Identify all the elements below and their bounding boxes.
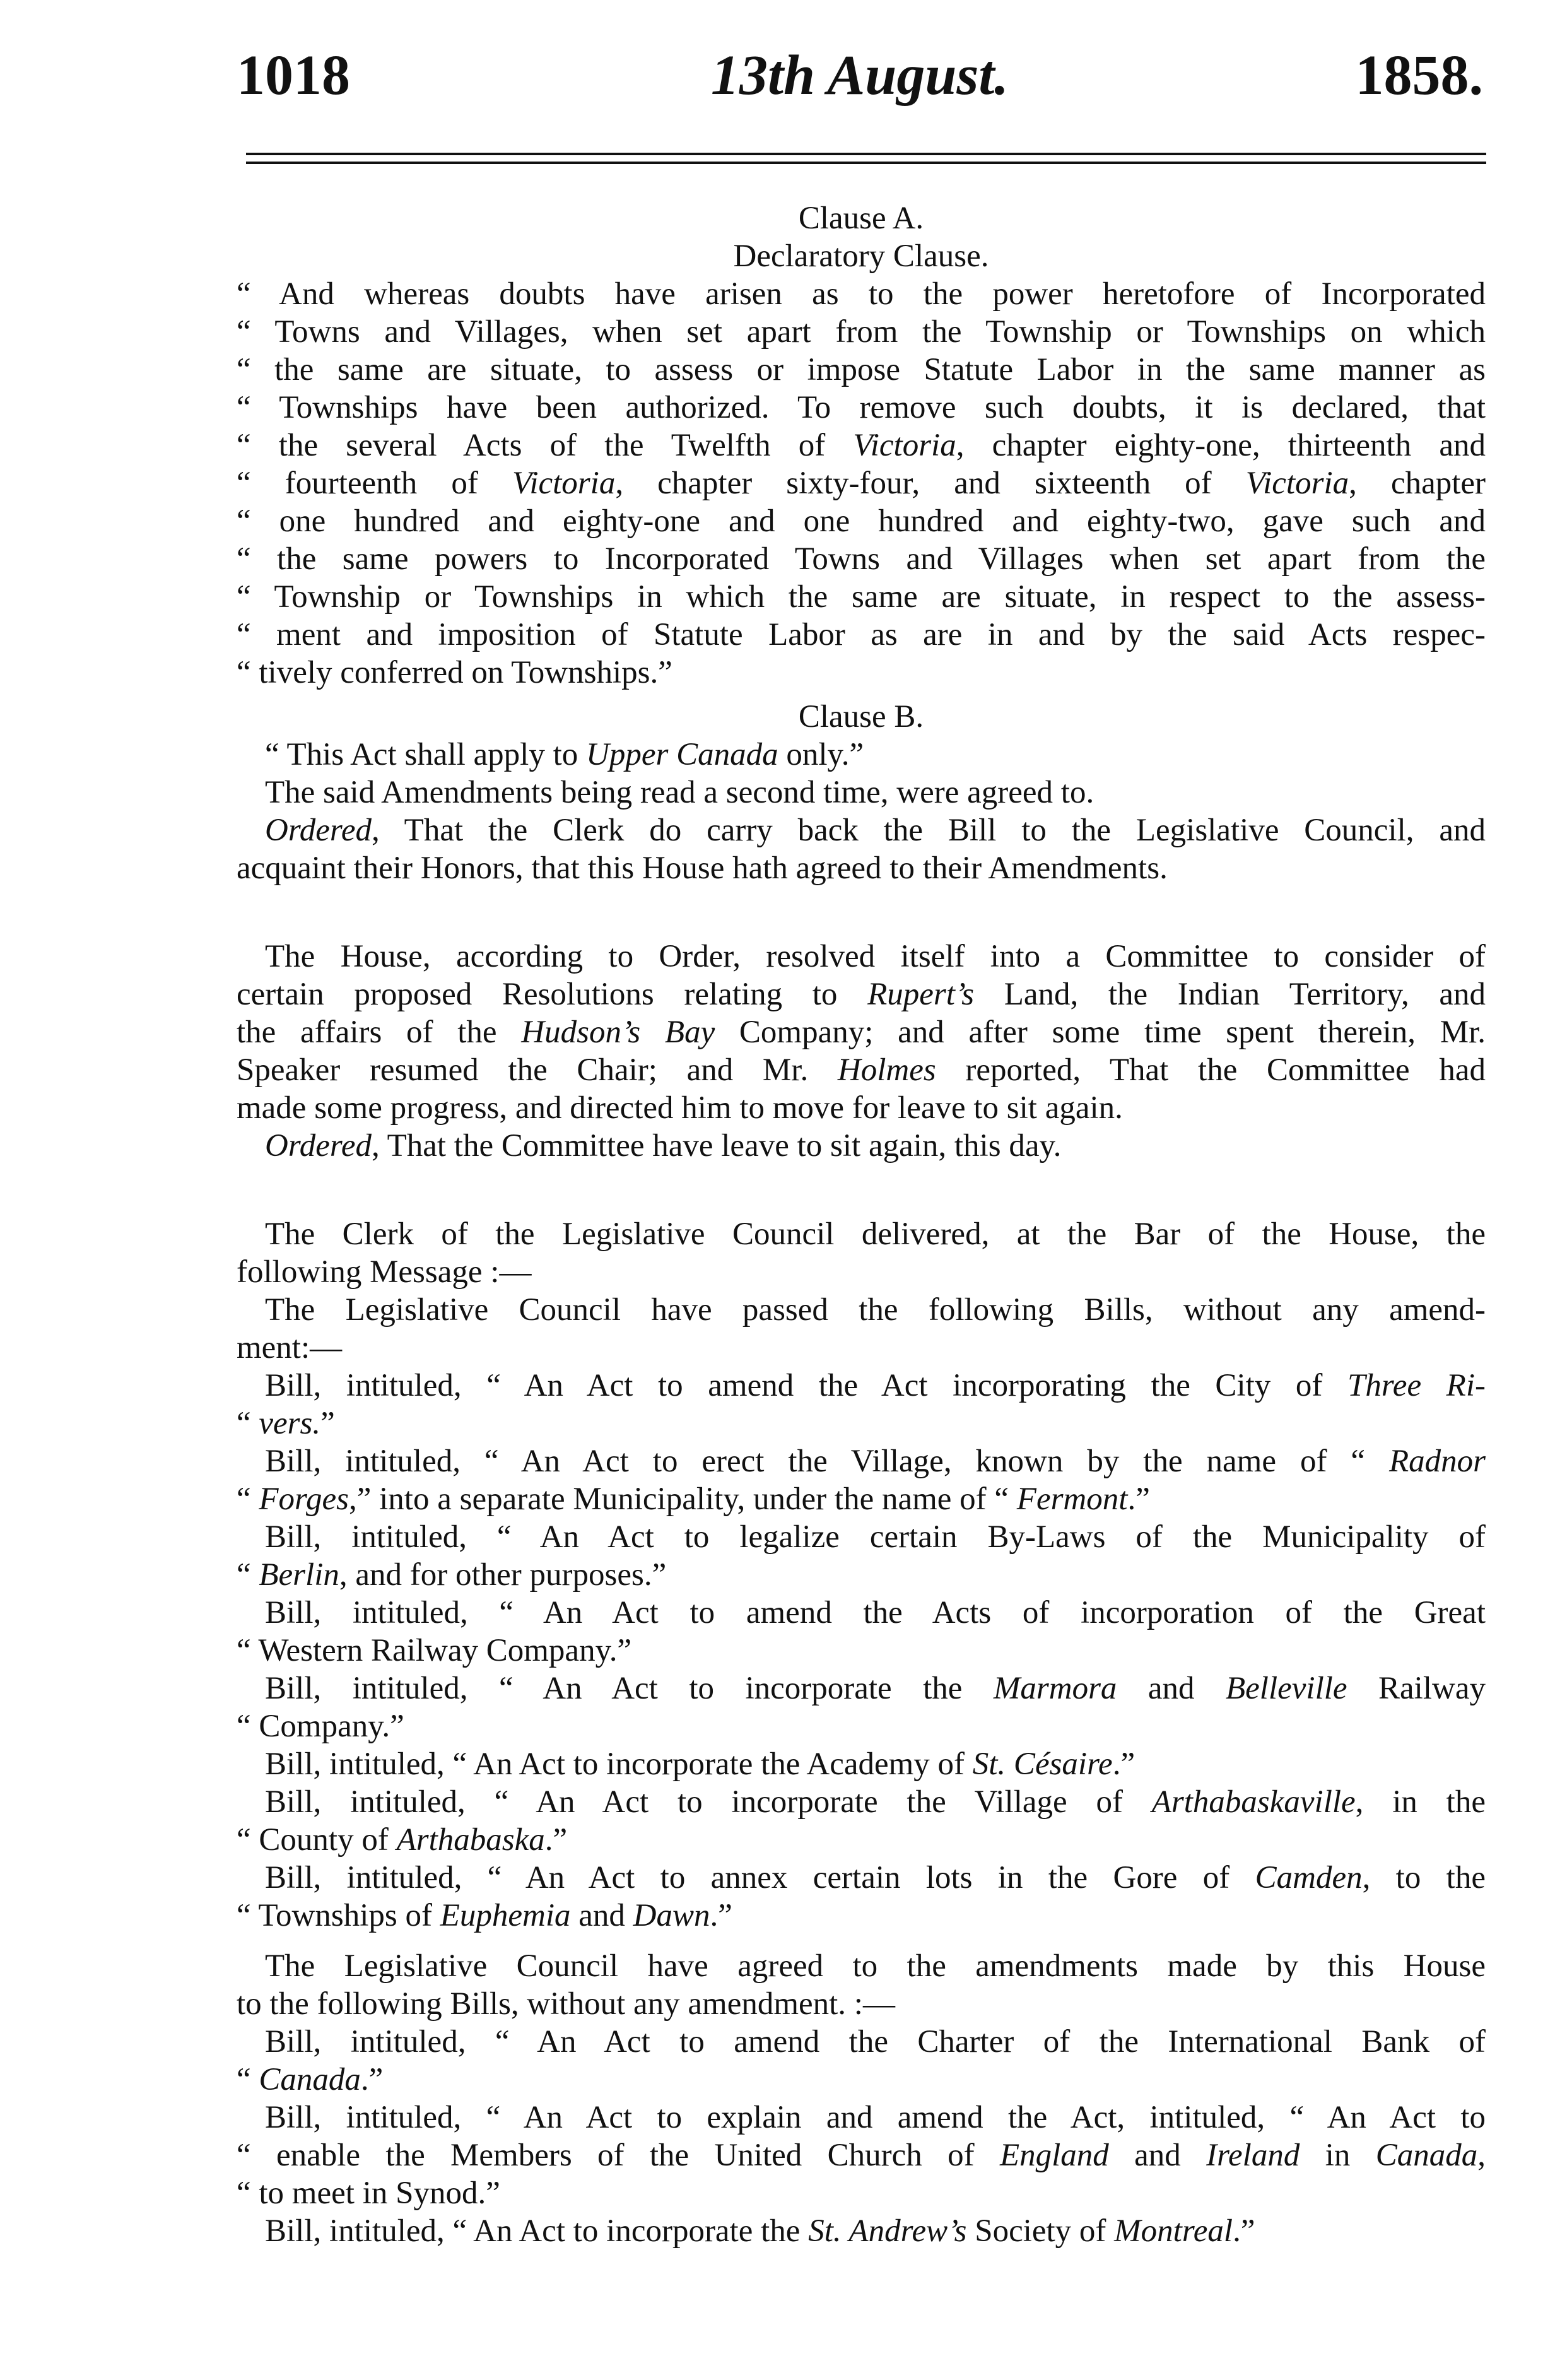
bill-line: Bill, intituled, “ An Act to amend the Charter of the International Bank of [265, 2024, 1486, 2059]
declaratory-line: “ tively conferred on Townships.” [237, 655, 672, 690]
declaratory-line: “ fourteenth of Victoria, chapter sixty-four, and sixteenth of Victoria, chapter [237, 466, 1486, 501]
declaratory-line: “ Townships have been authorized. To remove such doubts, it is declared, that [237, 390, 1486, 425]
bill-line: Bill, intituled, “ An Act to amend the Acts of incorporation of the Great [265, 1595, 1486, 1630]
committee-line: Speaker resumed the Chair; and Mr. Holmes reported, That the Committee had [237, 1052, 1486, 1088]
bill-line: Bill, intituled, “ An Act to amend the Act incorporating the City of Three Ri- [265, 1368, 1486, 1403]
bill-line: Bill, intituled, “ An Act to legalize certain By-Laws of the Municipality of [265, 1519, 1486, 1555]
bill-line: Bill, intituled, “ An Act to annex certain lots in the Gore of Camden, to the [265, 1860, 1486, 1895]
declaratory-line: “ Township or Townships in which the same are situate, in respect to the assess- [237, 579, 1486, 615]
bill-line: “ County of Arthabaska.” [237, 1822, 568, 1858]
bill-line: “ to meet in Synod.” [237, 2176, 500, 2211]
page-date: 13th August. [711, 44, 1009, 107]
committee-line: the affairs of the Hudson’s Bay Company; and after some time spent therein, Mr. [237, 1015, 1486, 1050]
bill-line: Bill, intituled, “ An Act to incorporate the Marmora and Belleville Railway [265, 1671, 1486, 1706]
agreed-line: to the following Bills, without any amendment. :— [237, 1986, 895, 2022]
bill-line: Bill, intituled, “ An Act to explain and amend the Act, intituled, “ An Act to [265, 2100, 1486, 2135]
bill-line: Bill, intituled, “ An Act to incorporate the Academy of St. Césaire.” [265, 1747, 1135, 1782]
ordered-line: Ordered, That the Clerk do carry back the Bill to the Legislative Council, and [265, 813, 1486, 848]
bill-line: “ Western Railway Company.” [237, 1633, 632, 1668]
committee-line: certain proposed Resolutions relating to Rupert’s Land, the Indian Territory, and [237, 977, 1486, 1012]
bill-line: Bill, intituled, “ An Act to incorporate the Village of Arthabaskaville, in the [265, 1784, 1486, 1820]
committee-line: made some progress, and directed him to move for leave to sit again. [237, 1090, 1123, 1126]
bill-line: “ vers.” [237, 1406, 335, 1441]
declaratory-line: “ the same are situate, to assess or impose Statute Labor in the same manner as [237, 352, 1486, 387]
message-line: following Message :— [237, 1254, 532, 1290]
agreed-line: The Legislative Council have agreed to the amendments made by this House [265, 1948, 1486, 1984]
declaratory-line: “ the several Acts of the Twelfth of Victoria, chapter eighty-one, thirteenth and [237, 428, 1486, 463]
message-line: The Clerk of the Legislative Council delivered, at the Bar of the House, the [265, 1217, 1486, 1252]
amendments-agreed: The said Amendments being read a second time, were agreed to. [265, 775, 1094, 810]
bill-line: “ Berlin, and for other purposes.” [237, 1557, 667, 1593]
declaratory-line: “ one hundred and eighty-one and one hundred and eighty-two, gave such and [237, 504, 1486, 539]
page-number: 1018 [237, 44, 350, 107]
declaratory-heading: Declaratory Clause. [733, 239, 989, 274]
bill-line: “ Canada.” [237, 2062, 384, 2097]
bill-line: “ Townships of Euphemia and Dawn.” [237, 1898, 732, 1933]
committee-ordered: Ordered, That the Committee have leave to sit again, this day. [265, 1128, 1062, 1163]
bill-line: Bill, intituled, “ An Act to incorporate the St. Andrew’s Society of Montreal.” [265, 2213, 1255, 2249]
clause-b-heading: Clause B. [798, 699, 924, 734]
declaratory-line: “ ment and imposition of Statute Labor as are in and by the said Acts respec- [237, 617, 1486, 652]
bill-line: Bill, intituled, “ An Act to erect the Village, known by the name of “ Radnor [265, 1444, 1486, 1479]
declaratory-line: “ And whereas doubts have arisen as to the power heretofore of Incorporated [237, 276, 1486, 312]
committee-line: The House, according to Order, resolved itself into a Committee to consider of [265, 939, 1486, 974]
declaratory-line: “ the same powers to Incorporated Towns and Villages when set apart from the [237, 541, 1486, 577]
message-line: ment:— [237, 1330, 343, 1365]
clause-b-text: “ This Act shall apply to Upper Canada only.” [265, 737, 864, 772]
message-line: The Legislative Council have passed the following Bills, without any amend- [265, 1292, 1486, 1328]
bill-line: “ Forges,” into a separate Municipality, under the name of “ Fermont.” [237, 1482, 1150, 1517]
bill-line: “ Company.” [237, 1709, 404, 1744]
ordered-line: acquaint their Honors, that this House hath agreed to their Amendments. [237, 851, 1168, 886]
clause-a-heading: Clause A. [798, 201, 924, 236]
page-year: 1858. [1355, 44, 1483, 107]
declaratory-line: “ Towns and Villages, when set apart from the Township or Townships on which [237, 314, 1486, 350]
bill-line: “ enable the Members of the United Church of England and Ireland in Canada, [237, 2138, 1486, 2173]
